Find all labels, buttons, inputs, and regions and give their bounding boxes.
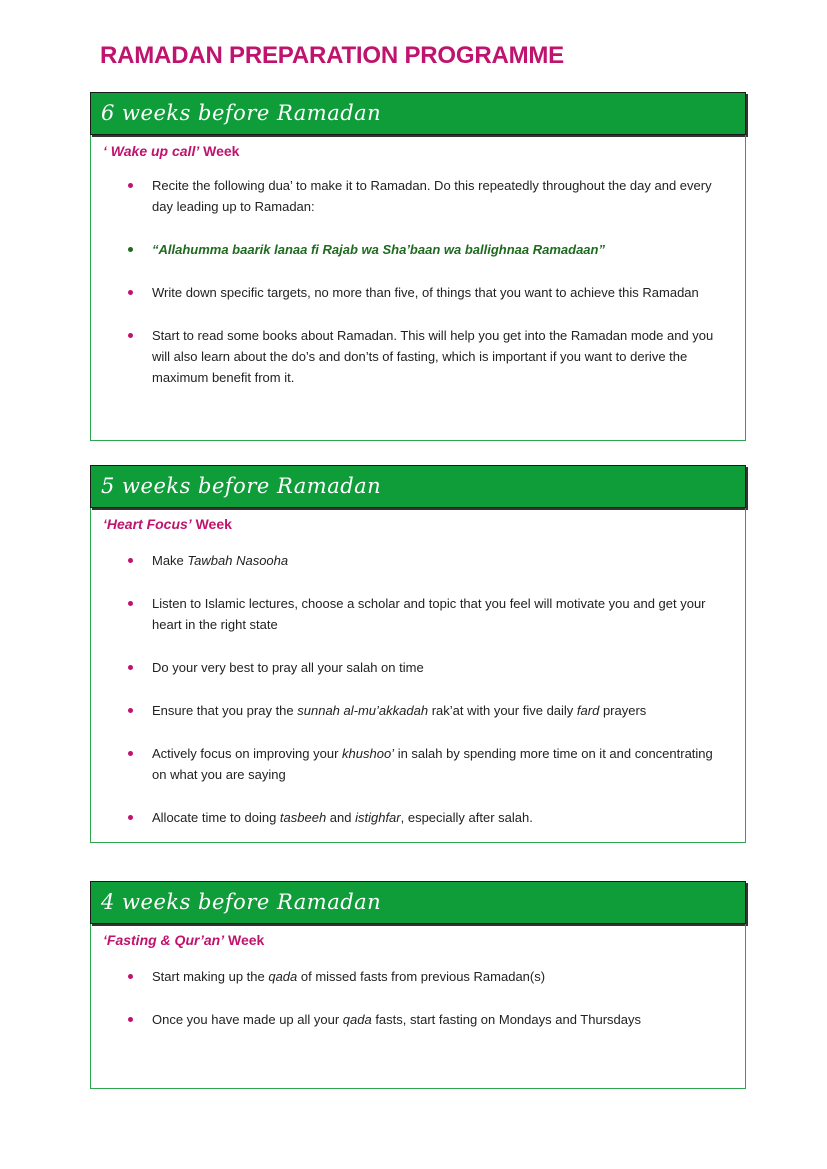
week-label: ‘ Wake up call’ Week: [103, 143, 240, 159]
dua-item: “Allahumma baarik lanaa fi Rajab wa Sha’baan wa ballighnaa Ramadaan”: [103, 239, 729, 260]
section-header: 4 weeks before Ramadan: [90, 881, 746, 924]
section-body: [90, 924, 746, 1089]
list-item: Make Tawbah Nasooha: [103, 550, 729, 571]
item-list: [103, 966, 729, 1030]
list-item: Once you have made up all your qada fasts, start fasting on Mondays and Thursdays: [103, 1009, 729, 1030]
list-item: Start to read some books about Ramadan. This will help you get into the Ramadan mode and you will also learn about the do’s and don’ts of fasting, which is important if you want to derive the maximum benefit from it.: [103, 325, 729, 388]
item-list: [103, 175, 729, 388]
list-item: Start making up the qada of missed fasts from previous Ramadan(s): [103, 966, 729, 987]
section-header: 5 weeks before Ramadan: [90, 465, 746, 508]
week-label: ‘Fasting & Qur’an’ Week: [103, 932, 265, 948]
list-item: Write down specific targets, no more than five, of things that you want to achieve this Ramadan: [103, 282, 729, 303]
section-4-weeks: [90, 881, 746, 1089]
list-item: Actively focus on improving your khushoo’ in salah by spending more time on it and concentrating on what you are saying: [103, 743, 729, 785]
week-label: ‘Heart Focus’ Week: [103, 516, 232, 532]
list-item: Ensure that you pray the sunnah al-mu’akkadah rak’at with your five daily fard prayers: [103, 700, 729, 721]
item-list: [103, 550, 729, 828]
list-item: Recite the following dua’ to make it to Ramadan. Do this repeatedly throughout the day and every day leading up to Ramadan:: [103, 175, 729, 217]
list-item: Do your very best to pray all your salah on time: [103, 657, 729, 678]
list-item: Allocate time to doing tasbeeh and istighfar, especially after salah.: [103, 807, 729, 828]
section-body: [90, 135, 746, 441]
list-item: Listen to Islamic lectures, choose a scholar and topic that you feel will motivate you and get your heart in the right state: [103, 593, 729, 635]
section-body: [90, 508, 746, 843]
section-5-weeks: [90, 465, 746, 843]
section-header: 6 weeks before Ramadan: [90, 92, 746, 135]
document-title: RAMADAN PREPARATION PROGRAMME: [100, 42, 564, 69]
section-6-weeks: [90, 92, 746, 441]
